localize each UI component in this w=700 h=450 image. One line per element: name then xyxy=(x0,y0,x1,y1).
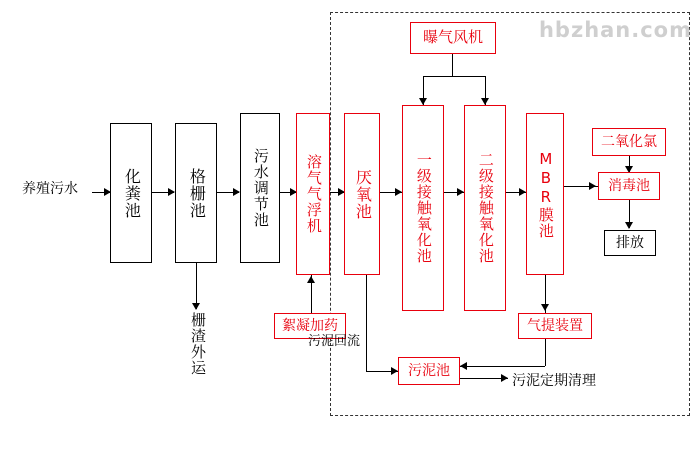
arrow-mbr-to-airlift xyxy=(541,304,549,311)
process-box-equalization-tank[interactable] xyxy=(240,113,280,263)
process-box-septic-tank-label: 化粪池 xyxy=(122,167,142,219)
aux-box-air-lift-device-label: 气提装置 xyxy=(527,317,583,334)
connector-blower-stem xyxy=(452,54,453,76)
label-sludge-periodic-cleaning: 污泥定期清理 xyxy=(512,373,596,389)
process-box-mbr-membrane-tank[interactable] xyxy=(526,113,564,275)
process-box-anaerobic-tank-label: 厌氧池 xyxy=(353,168,373,220)
arrow-discharge xyxy=(625,222,633,229)
watermark-text: hbzhan.com xyxy=(538,18,692,42)
arrow-2-3 xyxy=(233,188,240,196)
arrow-blower-to-primary xyxy=(419,98,427,105)
aux-box-chlorine-dioxide[interactable] xyxy=(592,128,666,156)
aux-box-flocculant-dosing-label: 絮凝加药 xyxy=(282,317,338,334)
label-sludge-return: 污泥回流 xyxy=(308,334,361,349)
process-box-secondary-contact-oxidation-label: 二级接触氧化池 xyxy=(476,152,495,264)
process-box-disinfection-tank-label: 消毒池 xyxy=(608,177,650,194)
process-box-dissolved-air-flotation-label: 溶气气浮机 xyxy=(304,154,323,234)
inlet-label: 养殖污水 xyxy=(22,181,78,197)
biological-section-frame xyxy=(330,12,690,416)
process-box-primary-contact-oxidation-label: 一级接触氧化池 xyxy=(414,152,433,264)
aux-box-air-lift-device[interactable] xyxy=(518,313,592,339)
aux-box-chlorine-dioxide-label: 二氧化氯 xyxy=(601,133,657,150)
aux-box-sludge-tank-label: 污泥池 xyxy=(408,362,450,379)
process-box-grille-tank[interactable] xyxy=(175,123,217,263)
aux-box-sludge-tank[interactable] xyxy=(398,357,460,385)
arrow-8-9 xyxy=(589,182,596,190)
aux-box-aeration-blower[interactable] xyxy=(410,22,496,54)
process-box-dissolved-air-flotation[interactable] xyxy=(296,113,330,275)
process-box-septic-tank[interactable] xyxy=(110,123,152,263)
arrow-grille-residue xyxy=(192,303,200,310)
connector-airlift-to-sludge xyxy=(460,366,545,367)
label-grille-residue-transport: 栅渣外运 xyxy=(189,312,207,376)
connector-airlift-down xyxy=(545,339,546,366)
arrow-blower-to-secondary xyxy=(481,98,489,105)
aux-box-discharge[interactable] xyxy=(604,230,656,256)
process-box-grille-tank-label: 格栅池 xyxy=(187,167,207,219)
arrow-sludge-cleaning xyxy=(501,374,508,382)
process-box-anaerobic-tank[interactable] xyxy=(344,113,380,275)
connector-anaerobic-to-sludge xyxy=(366,275,367,371)
connector-blower-bus xyxy=(423,76,485,77)
arrow-airlift-to-sludge xyxy=(460,362,467,370)
process-box-disinfection-tank[interactable] xyxy=(598,172,660,200)
arrow-5-6 xyxy=(395,188,402,196)
aux-box-discharge-label: 排放 xyxy=(616,234,644,251)
arrow-sludge-in xyxy=(391,367,398,375)
process-box-primary-contact-oxidation[interactable] xyxy=(402,105,444,311)
process-box-mbr-membrane-tank-label: MBR膜池 xyxy=(536,149,555,239)
arrow-7-8 xyxy=(519,188,526,196)
process-box-equalization-tank-label: 污水调节池 xyxy=(251,148,270,228)
arrow-1-2 xyxy=(168,188,175,196)
arrow-flocculant xyxy=(307,276,315,283)
arrow-6-7 xyxy=(457,188,464,196)
aux-box-aeration-blower-label: 曝气风机 xyxy=(422,28,483,47)
process-box-secondary-contact-oxidation[interactable] xyxy=(464,105,506,311)
